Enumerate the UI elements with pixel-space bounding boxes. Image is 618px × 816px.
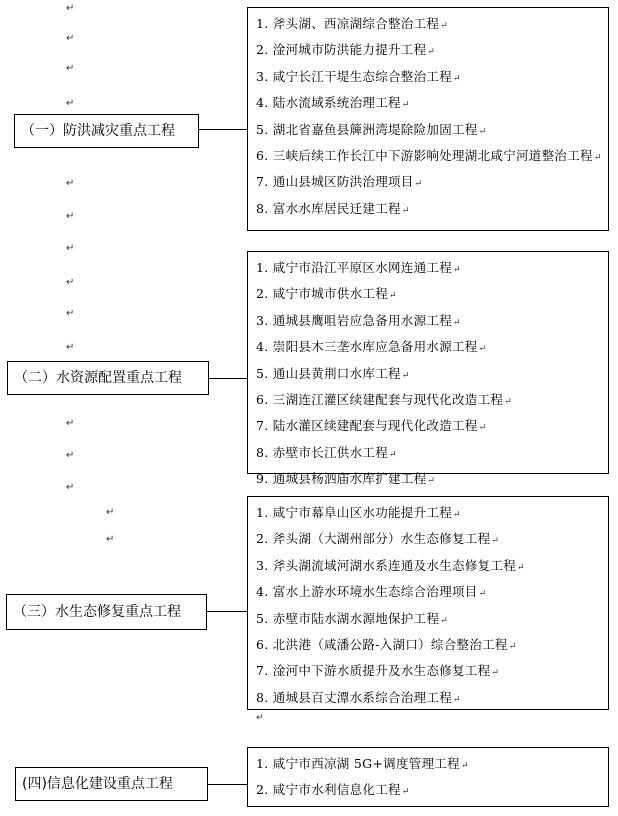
- list-item: 2. 淦河城市防洪能力提升工程↵: [256, 42, 436, 58]
- project-list-water-allocation: [247, 251, 609, 487]
- paragraph-mark: ↵: [66, 308, 75, 319]
- category-label-informatization: (四)信息化建设重点工程: [15, 767, 208, 801]
- list-item: 4. 富水上游水环境水生态综合治理项目↵: [256, 584, 487, 600]
- paragraph-mark: ↵: [66, 418, 75, 429]
- list-item: 1. 斧头湖、西凉湖综合整治工程↵: [256, 16, 449, 31]
- list-item: 1. 咸宁市西凉湖 5G+调度管理工程↵: [256, 756, 469, 771]
- project-list-ecological-restoration: [247, 496, 609, 724]
- project-list-flood-control: [247, 7, 609, 231]
- list-item: 5. 赤壁市陆水湖水源地保护工程↵: [256, 610, 449, 626]
- list-item: 6. 三湖连江灌区续建配套与现代化改造工程↵: [256, 392, 513, 408]
- list-item: 7. 陆水灌区续建配套与现代化改造工程↵: [256, 418, 487, 434]
- list-item: 4. 崇阳县木三垄水库应急备用水源工程↵: [256, 339, 487, 355]
- paragraph-mark: ↵: [106, 534, 115, 545]
- list-item: 2. 咸宁市水利信息化工程↵: [256, 782, 410, 798]
- connector-line: [208, 784, 247, 785]
- project-list-informatization: [247, 747, 609, 807]
- paragraph-mark: ↵: [66, 63, 75, 74]
- list-item: 2. 斧头湖（大湖州部分）水生态修复工程↵: [256, 531, 500, 547]
- paragraph-mark: ↵: [66, 277, 75, 288]
- list-item: 8. 通城县百丈潭水系综合治理工程↵: [256, 689, 461, 705]
- list-item: 7. 通山县城区防洪治理项目↵: [256, 174, 423, 190]
- connector-line: [209, 378, 247, 379]
- paragraph-mark: ↵: [66, 3, 75, 14]
- list-item: 8. 富水水库居民迁建工程↵: [256, 200, 410, 216]
- list-item: 1. 咸宁市沿江平原区水网连通工程↵: [256, 260, 461, 275]
- paragraph-mark: ↵: [66, 98, 75, 109]
- list-item: 3. 通城县鹰咀岩应急备用水源工程↵: [256, 312, 461, 328]
- list-item: 7. 淦河中下游水质提升及水生态修复工程↵: [256, 663, 500, 679]
- list-item: 9. 通城县杨泗庙水库扩建工程↵: [256, 471, 436, 487]
- paragraph-mark: ↵: [256, 713, 264, 724]
- list-item: 5. 湖北省嘉鱼县簰洲湾堤除险加固工程↵: [256, 121, 487, 137]
- paragraph-mark: ↵: [106, 507, 115, 518]
- list-item: 3. 斧头湖流域河湖水系连通及水生态修复工程↵: [256, 557, 525, 573]
- connector-line: [199, 129, 247, 130]
- paragraph-mark: ↵: [66, 178, 75, 189]
- list-item: 6. 北洪港（咸潘公路-入湖口）综合整治工程↵: [256, 637, 517, 653]
- list-item: 2. 咸宁市城市供水工程↵: [256, 286, 397, 302]
- list-item: 1. 咸宁市幕阜山区水功能提升工程↵: [256, 505, 461, 520]
- paragraph-mark: ↵: [66, 33, 75, 44]
- paragraph-mark: ↵: [66, 211, 75, 222]
- paragraph-mark: ↵: [66, 342, 75, 353]
- list-item: 8. 赤壁市长江供水工程↵: [256, 444, 397, 460]
- category-label-water-allocation: （二）水资源配置重点工程: [7, 361, 209, 395]
- list-item: 6. 三峡后续工作长江中下游影响处理湖北咸宁河道整治工程↵: [256, 148, 602, 164]
- list-item: 4. 陆水流域系统治理工程↵: [256, 95, 410, 111]
- paragraph-mark: ↵: [66, 482, 75, 493]
- list-item: 5. 通山县黄荆口水库工程↵: [256, 365, 410, 381]
- connector-line: [207, 611, 247, 612]
- category-label-flood-control: （一）防洪减灾重点工程: [14, 114, 199, 148]
- list-item: 3. 咸宁长江干堤生态综合整治工程↵: [256, 68, 461, 84]
- paragraph-mark: ↵: [66, 450, 75, 461]
- category-label-ecological-restoration: （三）水生态修复重点工程: [6, 594, 207, 630]
- paragraph-mark: ↵: [66, 243, 75, 254]
